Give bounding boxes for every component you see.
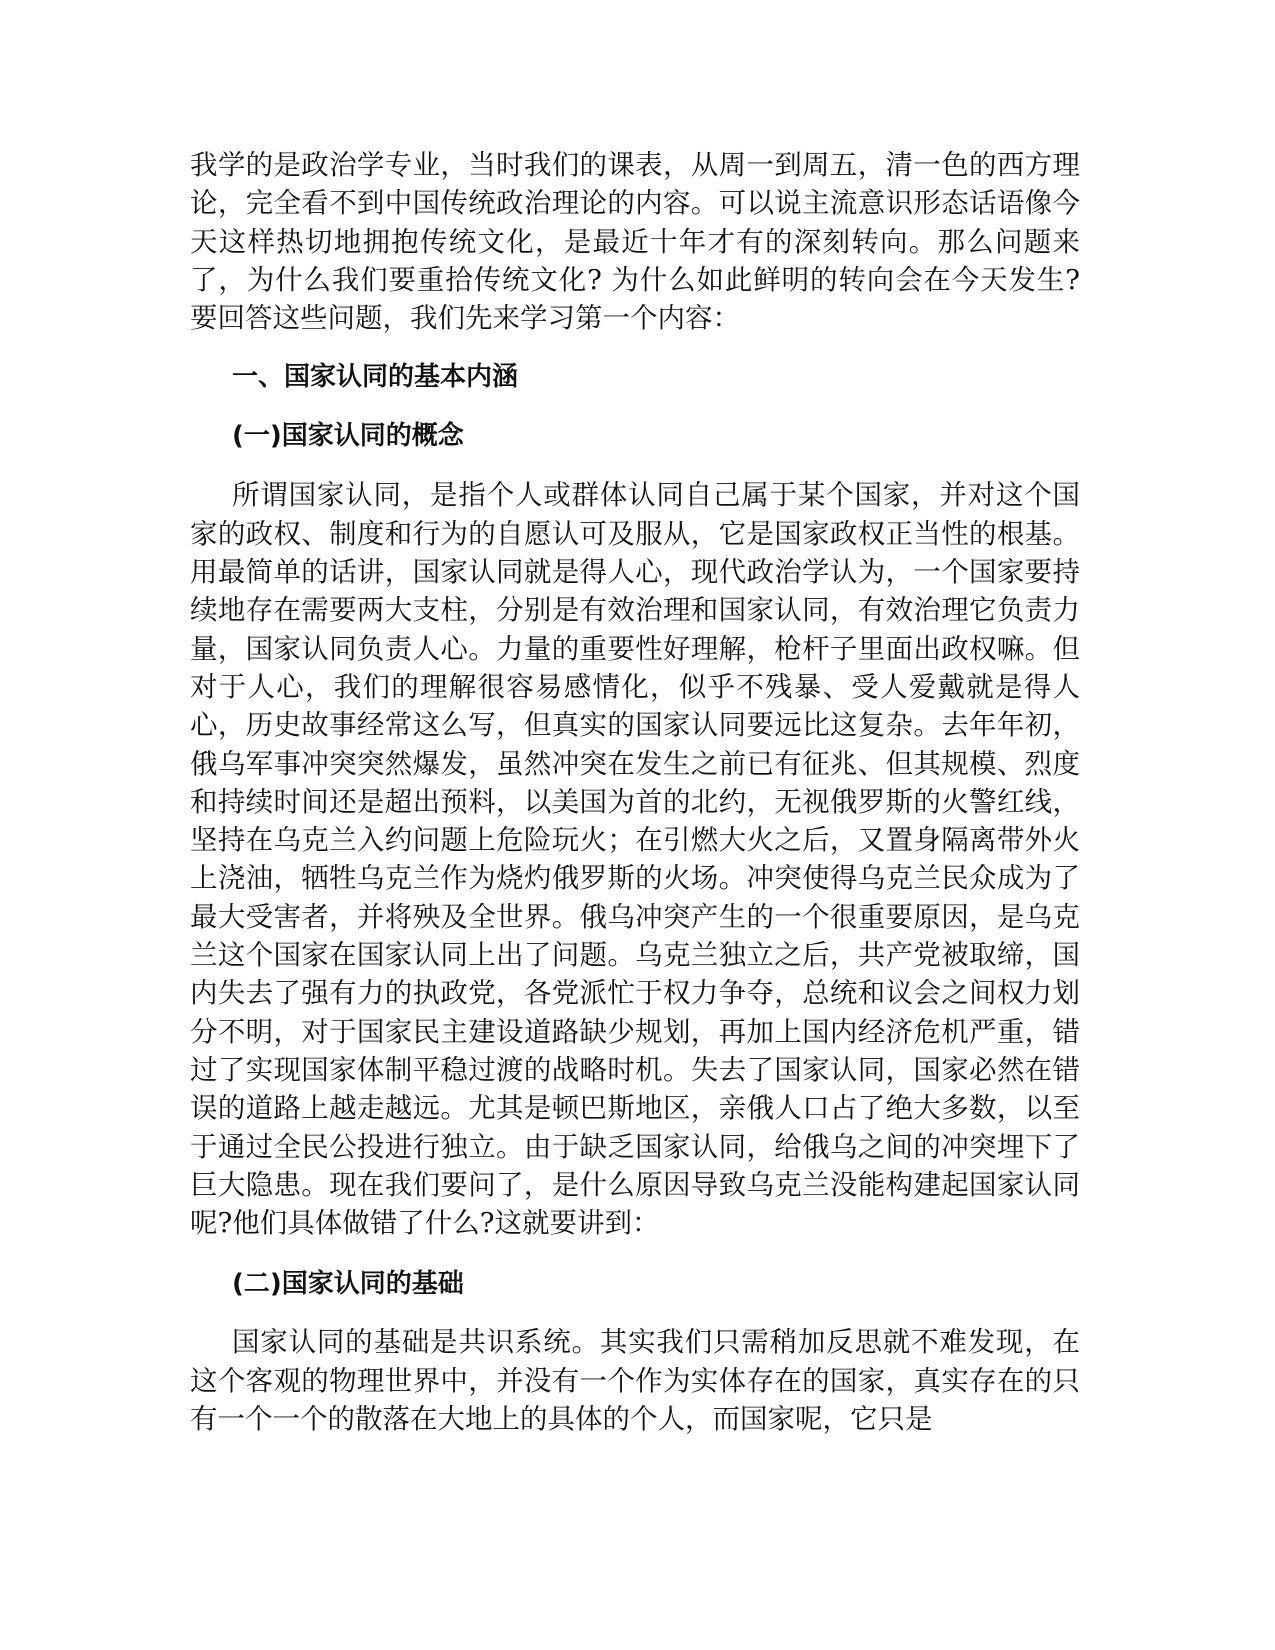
subsection-heading-concept: (一)国家认同的概念 — [232, 421, 464, 452]
intro-paragraph: 我学的是政治学专业，当时我们的课表，从周一到周五，清一色的西方理论，完全看不到中国传统政治理论的内容。可以说主流意识形态话语像今天这样热切地拥抱传统文化，是最近十年才有的深刻转向。那么问题来了，为什么我们要重拾传统文化? 为什么如此鲜明的转向会在今天发生?要回答这些问题，我们先来学习第一个内容： — [190, 149, 1080, 335]
concept-paragraph: 所谓国家认同，是指个人或群体认同自己属于某个国家，并对这个国家的政权、制度和行为的自愿认可及服从，它是国家政权正当性的根基。用最简单的话讲，国家认同就是得人心，现代政治学认为，一个国家要持续地存在需要两大支柱，分别是有效治理和国家认同，有效治理它负责力量，国家认同负责人心。力量的重要性好理解，枪杆子里面出政权嘛。但对于人心，我们的理解很容易感情化，似乎不残暴、受人爱戴就是得人心，历史故事经常这么写，但真实的国家认同要远比这复杂。去年年初，俄乌军事冲突突然爆发，虽然冲突在发生之前已有征兆、但其规模、烈度和持续时间还是超出预料，以美国为首的北约，无视俄罗斯的火警红线，坚持在乌克兰入约问题上危险玩火；在引燃大火之后，又置身隔离带外火上浇油，牺牲乌克兰作为烧灼俄罗斯的火场。冲突使得乌克兰民众成为了最大受害者，并将殃及全世界。俄乌冲突产生的一个很重要原因，是乌克兰这个国家在国家认同上出了问题。乌克兰独立之后，共产党被取缔，国内失去了强有力的执政党，各党派忙于权力争夺，总统和议会之间权力划分不明，对于国家民主建设道路缺少规划，再加上国内经济危机严重，错过了实现国家体制平稳过渡的战略时机。失去了国家认同，国家必然在错误的道路上越走越远。尤其是顿巴斯地区，亲俄人口占了绝大多数，以至于通过全民公投进行独立。由于缺乏国家认同，给俄乌之间的冲突埋下了巨大隐患。现在我们要问了，是什么原因导致乌克兰没能构建起国家认同呢?他们具体做错了什么?这就要讲到： — [190, 479, 1080, 1240]
section-heading-1: 一、国家认同的基本内涵 — [232, 362, 519, 393]
basis-paragraph: 国家认同的基础是共识系统。其实我们只需稍加反思就不难发现，在这个客观的物理世界中，并没有一个作为实体存在的国家，真实存在的只有一个一个的散落在大地上的具体的个人，而国家呢，它只是 — [190, 1326, 1080, 1436]
subsection-heading-basis: (二)国家认同的基础 — [232, 1269, 464, 1300]
document-page — [190, 146, 1080, 1438]
